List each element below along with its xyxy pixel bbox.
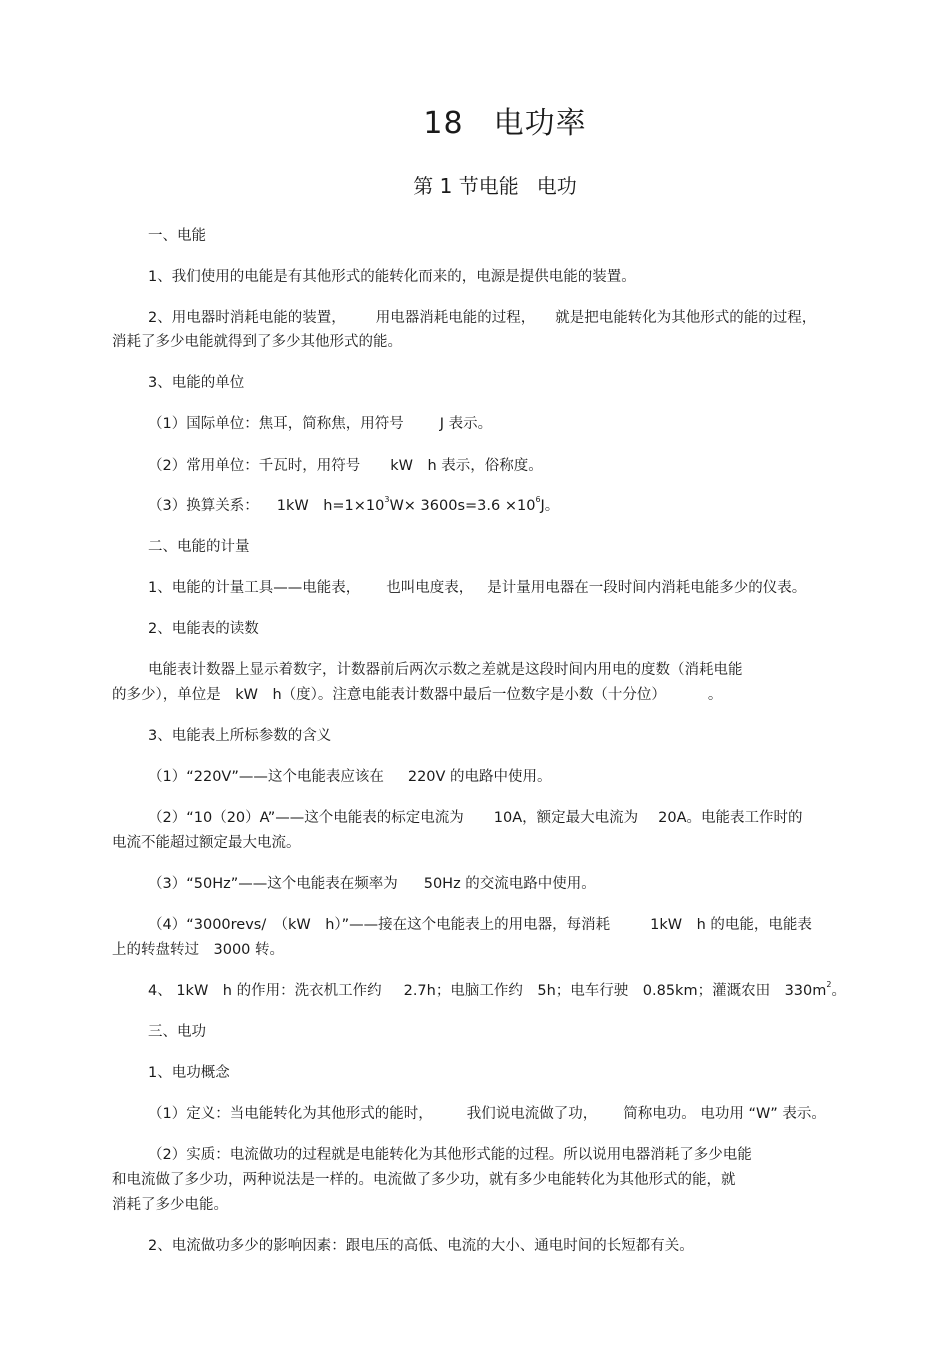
list-item: （2）“10（20）A”——这个电能表的标定电流为 10A，额定最大电流为 20A。电能表工作时的 <box>148 810 803 826</box>
chapter-name: 电功率 <box>493 106 587 141</box>
section-title-part1: 第 1 节电能 <box>413 174 519 198</box>
list-item-continuation: 消耗了多少电能。 <box>112 1197 228 1213</box>
paragraph-continuation: 的多少），单位是 kW h（度）。注意电能表计数器中最后一位数字是小数（十分位） 。 <box>112 687 723 703</box>
paragraph: 2、电流做功多少的影响因素：跟电压的高低、电流的大小、通电时间的长短都有关。 <box>148 1238 694 1254</box>
paragraph: 1、电能的计量工具——电能表， 也叫电度表， 是计量用电器在一段时间内消耗电能多少的仪表。 <box>148 580 807 596</box>
heading-unit: 3、电能的单位 <box>148 375 245 391</box>
heading-concept: 1、电功概念 <box>148 1065 230 1081</box>
paragraph: 4、 1kW h 的作用：洗衣机工作约 2.7h；电脑工作约 5h；电车行驶 0.85km；灌溉农田 $330m^2$。 <box>148 980 846 999</box>
list-item: （2）常用单位：千瓦时，用符号 kW h 表示，俗称度。 <box>148 458 543 474</box>
heading-electric-work: 三、电功 <box>148 1024 206 1040</box>
paragraph-continuation: 消耗了多少电能就得到了多少其他形式的能。 <box>112 334 402 350</box>
list-item: （2）实质：电流做功的过程就是电能转化为其他形式能的过程。所以说用电器消耗了多少电能 <box>148 1147 752 1163</box>
list-item: （1）“220V”——这个电能表应该在 220V 的电路中使用。 <box>148 769 552 785</box>
list-item-continuation: 上的转盘转过 3000 转。 <box>112 942 285 958</box>
list-item: （3）换算关系： 1kW $h=1\times 10^3W\times 3600s=3.6 \times 10^6J$。 <box>148 495 560 514</box>
list-item-continuation: 电流不能超过额定最大电流。 <box>112 835 301 851</box>
heading-parameters: 3、电能表上所标参数的含义 <box>148 728 332 744</box>
paragraph: 电能表计数器上显示着数字，计数器前后两次示数之差就是这段时间内用电的度数（消耗电能 <box>148 662 743 678</box>
chapter-title <box>0 98 950 142</box>
list-item: （4）“3000revs/ （kW h）”——接在这个电能表上的用电器，每消耗 1kW h 的电能，电能表 <box>148 917 812 933</box>
section-title <box>0 170 950 199</box>
section-title-part2: 电功 <box>536 174 577 198</box>
list-item-continuation: 和电流做了多少功，两种说法是一样的。电流做了多少功，就有多少电能转化为其他形式的能，就 <box>112 1172 736 1188</box>
paragraph: 2、用电器时消耗电能的装置， 用电器消耗电能的过程， 就是把电能转化为其他形式的能的过程， <box>148 310 817 326</box>
heading-metering: 二、电能的计量 <box>148 539 250 555</box>
list-item: （1）国际单位：焦耳，简称焦，用符号 J 表示。 <box>148 416 493 432</box>
chapter-number: 18 <box>423 106 464 141</box>
paragraph: 1、我们使用的电能是有其他形式的能转化而来的，电源是提供电能的装置。 <box>148 269 636 285</box>
heading-reading: 2、电能表的读数 <box>148 621 259 637</box>
list-item: （1）定义：当电能转化为其他形式的能时， 我们说电流做了功， 简称电功。 电功用 “W” 表示。 <box>148 1106 826 1122</box>
heading-electric-energy: 一、电能 <box>148 228 206 244</box>
list-item: （3）“50Hz”——这个电能表在频率为 50Hz 的交流电路中使用。 <box>148 876 596 892</box>
